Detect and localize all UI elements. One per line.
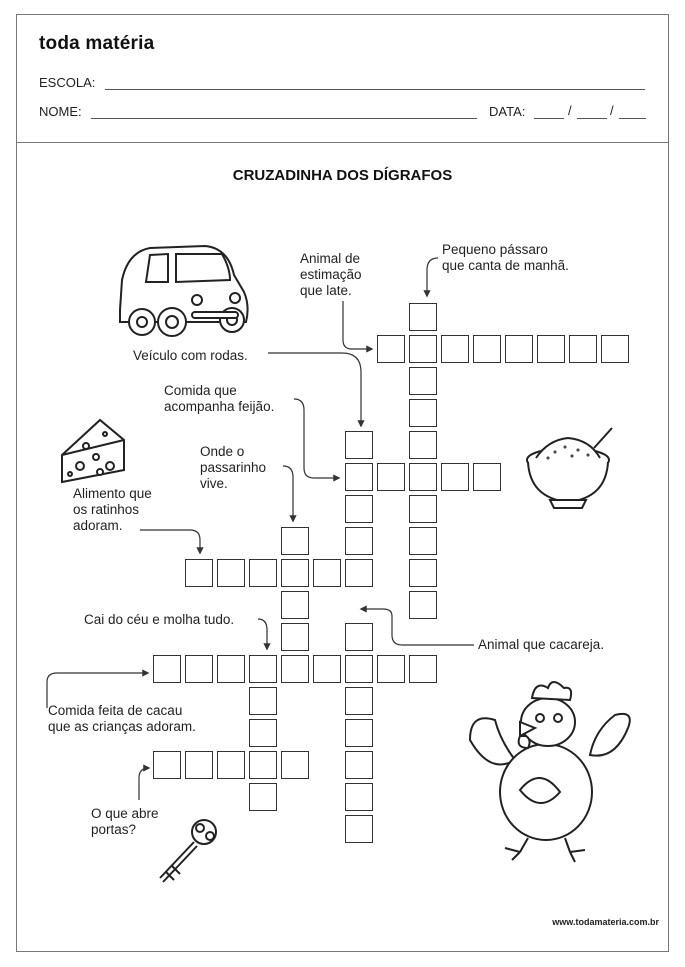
arrow-car: [268, 353, 361, 426]
car-icon: [120, 246, 248, 336]
clue-bird: Pequeno pássaro que canta de manhã.: [442, 242, 569, 273]
clue-car: Veículo com rodas.: [133, 348, 248, 363]
arrow-bird: [427, 258, 438, 296]
date-separator: /: [610, 103, 614, 118]
brand-logo: toda matéria: [39, 33, 155, 54]
date-separator: /: [568, 103, 572, 118]
name-label: NOME:: [39, 104, 82, 119]
clue-chicken: Animal que cacareja.: [478, 637, 605, 652]
arrow-key: [139, 768, 149, 800]
arrow-nest: [283, 466, 293, 521]
footer-url: www.todamateria.com.br: [552, 917, 659, 927]
key-icon: [160, 820, 216, 882]
arrow-rice: [294, 399, 339, 478]
clue-key: O que abre portas?: [91, 806, 159, 837]
chicken-icon: [470, 682, 630, 862]
clue-dog: Animal de estimação que late.: [300, 251, 362, 298]
school-label: ESCOLA:: [39, 75, 96, 90]
clue-rice: Comida que acompanha feijão.: [164, 383, 275, 414]
arrow-rain: [258, 619, 267, 649]
arrow-cheese: [140, 530, 200, 553]
date-label: DATA:: [489, 104, 526, 119]
arrow-dog: [343, 301, 372, 349]
cheese-icon: [62, 420, 124, 482]
clue-chocolate: Comida feita de cacau que as crianças adoram.: [48, 703, 196, 734]
clue-rain: Cai do céu e molha tudo.: [84, 612, 235, 627]
arrow-chocolate: [47, 673, 148, 708]
clue-cheese: Alimento que os ratinhos adoram.: [73, 486, 152, 533]
clue-nest: Onde o passarinho vive.: [200, 444, 267, 491]
arrow-chicken: [361, 609, 474, 645]
rice-bowl-icon: [527, 428, 612, 508]
worksheet-title: CRUZADINHA DOS DÍGRAFOS: [232, 167, 453, 184]
